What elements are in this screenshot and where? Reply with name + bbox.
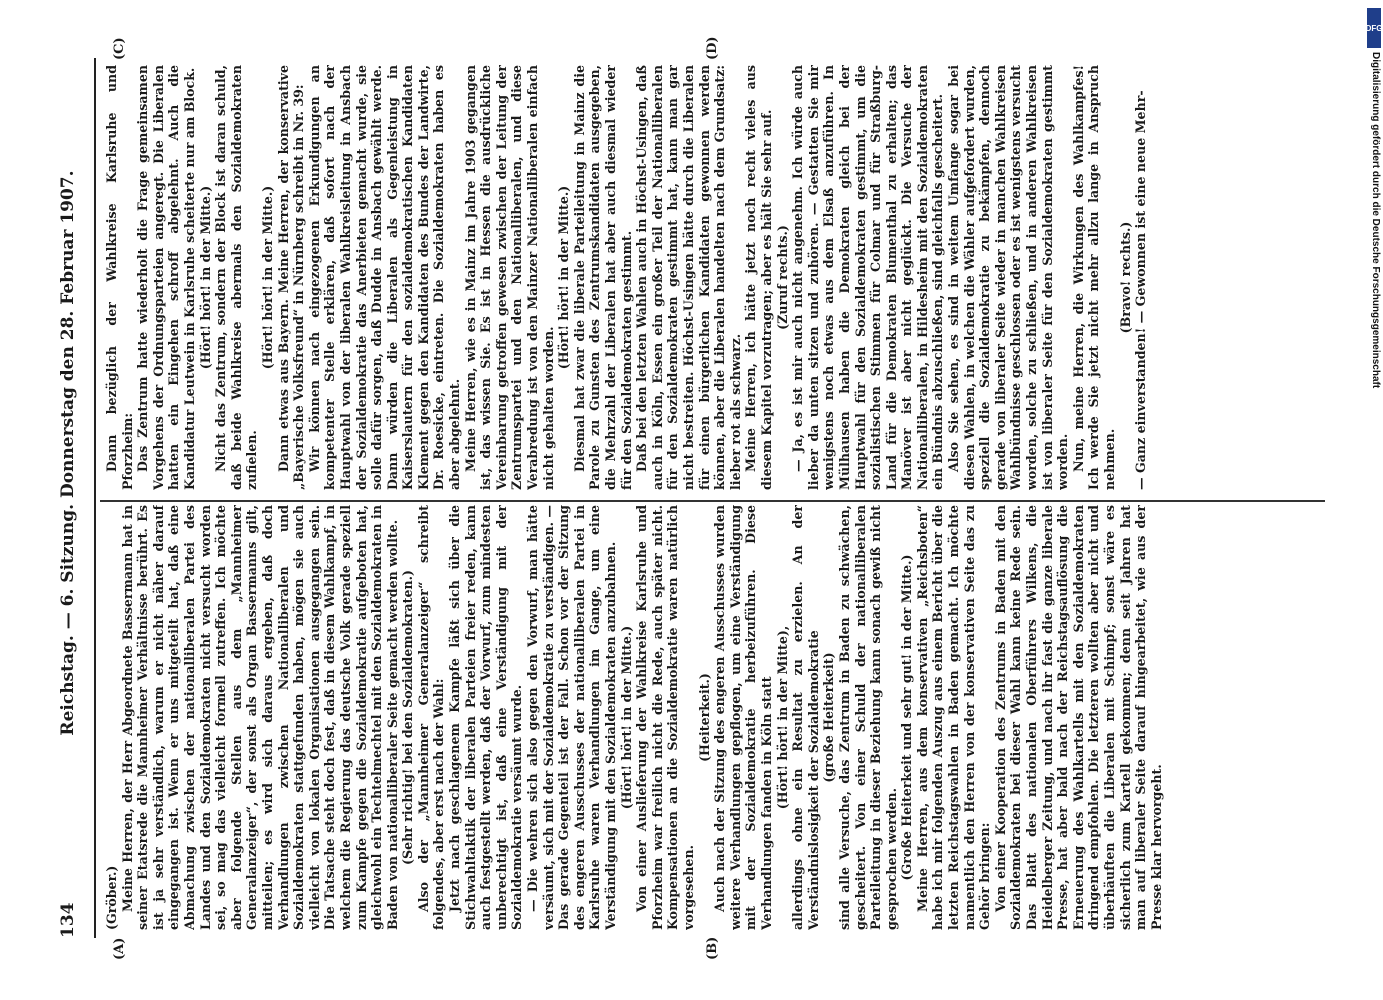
page-number: 134 <box>58 902 78 938</box>
paragraph: — Die wehren sich also gegen den Vorwurf, man hätte versäumt, sich mit der Sozialdemokratie zu verständigen. — Das gerade Gegenteil ist der Fall. Schon vor der Sitzung des engeren Ausschusses der nationalliberalen Partei in Karlsruhe waren Verhandlungen im Gange, um eine Verständigung mit den Sozialdemokraten anzubahnen. <box>525 505 618 930</box>
interjection: (Hört! hört! in der Mitte.) <box>197 185 213 370</box>
interjection: (Hört! hört! in der Mitte), <box>774 625 790 810</box>
digitization-note: Digitalisierung gefördert durch die Deutsche Forschungsgemeinschaft <box>1370 52 1381 389</box>
left-column <box>104 505 1319 930</box>
paragraph: Also Sie sehen, es sind in weitem Umfange sogar bei diesen Wahlen, in welchen die Wähler aufgefordert wurden, speziell die Sozialdemokratie zu bekämpfen, dennoch gerade von liberaler Seite wieder in manchen Wahlkreisen Wahlbündnisse geschlossen oder es ist wenigstens versucht worden, solche zu schließen, und in anderen Wahlkreisen ist von liberaler Seite für den Sozialdemokraten gestimmt worden. <box>946 65 1071 490</box>
right-column <box>104 65 1319 490</box>
paragraph: Dann etwas aus Bayern. Meine Herren, der konservative „Bayerische Volksfreund“ in Nürnberg schreibt in Nr. 39: <box>275 65 307 490</box>
quote-paragraph: Von einer Kooperation des Zentrums in Baden mit den Sozialdemokraten bei dieser Wahl kann keine Rede sein. Das Blatt des nationalen Oberführers Wilkens, die Heidelberger Zeitung, und nach ihr fast die ganze liberale Presse, hat aber bald nach der Reichstagsauflösung die Erneuerung des Wahlkartells mit den Sozialdemokraten dringend empfohlen. Die letzteren wollten aber nicht und überhäuften die Liberalen mit Schimpf; sonst wäre es sicherlich zum Kartell gekommen; denn seit Jahren hat man auf liberaler Seite darauf hingearbeitet, wie aus der Presse klar hervorgeht. <box>992 505 1164 930</box>
paragraph: Nun, meine Herren, die Wirkungen des Wahlkampfes! Ich werde Sie jetzt nicht mehr allzu lange in Anspruch nehmen. <box>1070 65 1117 490</box>
quote-paragraph: Wir können nach eingezogenen Erkundigungen an kompetenter Stelle erklären, daß sofort nach der Hauptwahl von der liberalen Wahlkreisleitung in Ansbach der Sozialdemokratie das Anerbieten gemacht wurde, sie solle dafür sorgen, daß Dudde in Ansbach gewählt werde. Dann würden die Liberalen als Gegenleistung in Kaiserslautern für den sozialdemokratischen Kandidaten Klement gegen den Kandidaten des Bundes der Landwirte, Dr. Roesicke, eintreten. Die Sozialdemokraten haben es aber abgelehnt. <box>306 65 463 490</box>
quote-paragraph: Von einer Auslieferung der Wahlkreise Karlsruhe und Pforzheim war freilich nicht die Rede, auch später nicht. Kompensationen an die Sozialdemokratie waren natürlich vorgesehen. <box>634 505 696 930</box>
paragraph: allerdings ohne ein Resultat zu erzielen. An der Verständnislosigkeit der Sozialdemokratie <box>790 505 821 930</box>
interjection: (Hört! hört! in der Mitte.) <box>618 625 634 810</box>
paragraph: — Ganz einverstanden! — Gewonnen ist eine neue Mehr- <box>1133 90 1149 490</box>
paragraph: — Ja, es ist mir auch nicht angenehm. Ich würde auch lieber da unten sitzen und zuhören. — Gestatten Sie mir wenigstens noch etwas aus dem Elsaß anzuführen. In Mülhausen haben die Demokraten gleich bei der Hauptwahl für den Sozialdemokraten gestimmt, um die sozialistischen Stimmen für Colmar und für Straßburg-Land für die Demokraten Blumenthal zu erhalten; das Manöver ist aber nicht geglückt. Die Versuche der Nationalliberalen, in Hildesheim mit den Sozialdemokraten ein Bündnis abzuschließen, sind gleichfalls gescheitert. <box>790 65 946 490</box>
interjection: (große Heiterkeit) <box>821 652 837 783</box>
paragraph: Daß bei den letzten Wahlen auch in Höchst-Usingen, daß auch in Köln, Essen ein großer Teil der Nationalliberalen für den Sozialdemokraten gestimmt hat, kann man gar nicht bestreiten. Höchst-Usingen hätte durch die Liberalen für einen bürgerlichen Kandidaten gewonnen werden können, aber die Liberalen handelten nach dem Grundsatz: lieber rot als schwarz. <box>634 65 743 490</box>
running-title: Reichstag. — 6. Sitzung. Donnerstag den 28. Februar 1907. <box>58 170 78 736</box>
speaker-label: (Gröber.) <box>104 865 119 930</box>
paragraph: Diesmal hat zwar die liberale Parteileitung in Mainz die Parole zu Gunsten des Zentrumskandidaten ausgegeben, die Mehrzahl der Liberalen hat aber auch diesmal wieder für den Sozialdemokraten gestimmt. <box>571 65 634 490</box>
paragraph: sind alle Versuche, das Zentrum in Baden zu schwächen, gescheitert. Von einer Schuld der nationalliberalen Parteileitung in dieser Beziehung kann sonach gewiß nicht gesprochen werden. <box>836 505 899 930</box>
margin-mark-b: (B) <box>705 936 720 960</box>
margin-mark-c: (C) <box>112 37 127 60</box>
column-divider <box>100 500 1325 502</box>
interjection: (Bravo! rechts.) <box>1117 221 1133 334</box>
quote-paragraph: Auch nach der Sitzung des engeren Ausschusses wurden weitere Verhandlungen gepflogen, um eine Verständigung mit der Sozialdemokratie herbeizuführen. Diese Verhandlungen fanden in Köln statt <box>712 505 774 930</box>
quote-paragraph: Jetzt nach geschlagenem Kampfe läßt sich über die Stichwahltaktik der liberalen Parteien freier reden, kann auch festgestellt werden, daß der Vorwurf, zum mindesten unberechtigt ist, daß eine Verständigung mit der Sozialdemokratie versäumt wurde. <box>447 505 525 930</box>
interjection: (Große Heiterkeit und sehr gut! in der Mitte.) <box>899 554 915 881</box>
interjection: (Hört! hört! in der Mitte.) <box>556 185 572 370</box>
interjection: (Hört! hört! in der Mitte.) <box>259 185 275 370</box>
quote-paragraph: Das Zentrum hatte wiederholt die Frage gemeinsamen Vorgehens der Ordnungsparteien angeregt. Die Liberalen hatten ein Eingehen schroff abgelehnt. Auch die Kandidatur Leutwein in Karlsruhe scheiterte nur am Block. <box>135 65 197 490</box>
interjection: (Sehr richtig! bei den Sozialdemokraten.) <box>400 570 416 865</box>
paragraph: Meine Herren, ich hätte jetzt noch recht vieles aus diesem Kapitel vorzutragen; aber es hält Sie sehr auf. <box>743 65 774 490</box>
interjection: (Zuruf rechts.) <box>774 225 790 330</box>
page-header <box>58 58 88 938</box>
header-rule <box>94 58 96 938</box>
paragraph: Also der „Mannheimer Generalanzeiger“ schreibt folgendes, aber erst nach der Wahl: <box>415 505 447 930</box>
quote-paragraph: Nicht das Zentrum, sondern der Block ist daran schuld, daß beide Wahlkreise abermals den Sozialdemokraten zufielen. <box>213 65 260 490</box>
margin-mark-a: (A) <box>112 937 127 960</box>
paragraph: Meine Herren, aus dem konservativen „Reichsboten“ habe ich mir folgenden Auszug aus einem Bericht über die letzten Reichstagswahlen in Baden gemacht. Ich möchte namentlich den Herren von der konservativen Seite das zu Gehör bringen: <box>914 505 993 930</box>
dfg-logo: DFG <box>1367 8 1381 48</box>
paragraph: Meine Herren, wie es in Mainz im Jahre 1903 gegangen ist, das wissen Sie. Es ist in Hessen die ausdrückliche Vereinbarung getroffen gewesen zwischen der Leitung der Zentrumspartei und den Nationalliberalen, und diese Verabredung ist von den Mainzer Nationalliberalen einfach nicht gehalten worden. <box>462 65 556 490</box>
paragraph: Dann bezüglich der Wahlkreise Karlsruhe und Pforzheim: <box>104 65 135 490</box>
paragraph: Meine Herren, der Herr Abgeordnete Bassermann hat in seiner Etatsrede die Mannheimer Verhältnisse berührt. Es ist ja sehr verständlich, warum er nicht näher darauf eingegangen ist. Wenn er uns mitgeteilt hat, daß eine Abmachung zwischen der nationalliberalen Partei des Landes und den Sozialdemokraten nicht versucht worden sei, so mag das vielleicht formell zutreffen. Ich möchte aber folgende Stellen aus dem „Mannheimer Generalanzeiger“, der sonst als Organ Bassermanns gilt, mitteilen; es wird sich daraus ergeben, daß doch Verhandlungen zwischen Nationalliberalen und Sozialdemokraten stattgefunden haben, mögen sie auch vielleicht von lokalen Organisationen ausgegangen sein. Die Tatsache steht doch fest, daß in diesem Wahlkampf, in welchem die Regierung das deutsche Volk gerade speziell zum Kampfe gegen die Sozialdemokratie aufgeboten hat, gleichwohl ein Techtelmechtel mit den Sozialdemokraten in Baden von nationalliberaler Seite gemacht werden wollte. <box>119 505 400 930</box>
interjection: (Heiterkeit.) <box>696 673 712 762</box>
margin-mark-d: (D) <box>705 36 720 60</box>
